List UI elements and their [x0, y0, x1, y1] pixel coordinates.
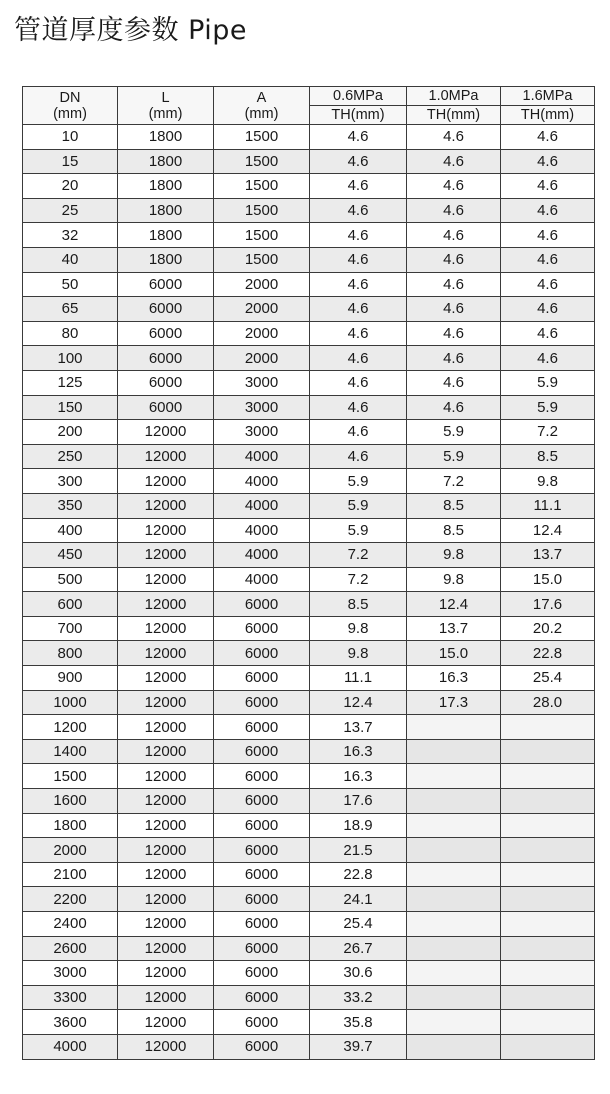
header-pressure-16: 1.6MPa	[501, 87, 595, 106]
cell-th-06: 16.3	[310, 764, 407, 789]
cell-th-10: 9.8	[407, 567, 501, 592]
cell-dn: 1500	[23, 764, 118, 789]
cell-a: 2000	[214, 346, 310, 371]
cell-th-06: 18.9	[310, 813, 407, 838]
cell-th-10: 5.9	[407, 444, 501, 469]
cell-dn: 1800	[23, 813, 118, 838]
cell-dn: 50	[23, 272, 118, 297]
cell-th-16: 4.6	[501, 272, 595, 297]
cell-th-06: 35.8	[310, 1010, 407, 1035]
cell-th-10: 8.5	[407, 518, 501, 543]
cell-a: 1500	[214, 198, 310, 223]
cell-l: 12000	[118, 690, 214, 715]
table-row	[23, 936, 595, 961]
cell-a: 4000	[214, 518, 310, 543]
cell-l: 12000	[118, 469, 214, 494]
cell-a: 6000	[214, 641, 310, 666]
cell-th-16: 8.5	[501, 444, 595, 469]
cell-a: 6000	[214, 936, 310, 961]
cell-th-10	[407, 961, 501, 986]
cell-dn: 300	[23, 469, 118, 494]
cell-th-10: 13.7	[407, 616, 501, 641]
cell-th-10: 16.3	[407, 666, 501, 691]
table-row	[23, 739, 595, 764]
cell-th-06: 4.6	[310, 198, 407, 223]
cell-th-16: 5.9	[501, 395, 595, 420]
cell-dn: 2400	[23, 912, 118, 937]
cell-l: 12000	[118, 936, 214, 961]
table-row	[23, 444, 595, 469]
cell-th-16	[501, 789, 595, 814]
table-row	[23, 223, 595, 248]
cell-dn: 3300	[23, 985, 118, 1010]
cell-th-10	[407, 813, 501, 838]
cell-th-10: 4.6	[407, 321, 501, 346]
cell-th-16	[501, 936, 595, 961]
cell-th-10	[407, 789, 501, 814]
cell-a: 6000	[214, 690, 310, 715]
cell-a: 6000	[214, 789, 310, 814]
table-row	[23, 518, 595, 543]
cell-th-06: 4.6	[310, 370, 407, 395]
cell-l: 1800	[118, 125, 214, 150]
cell-a: 1500	[214, 174, 310, 199]
cell-th-06: 24.1	[310, 887, 407, 912]
cell-a: 1500	[214, 247, 310, 272]
cell-th-06: 5.9	[310, 469, 407, 494]
cell-l: 12000	[118, 838, 214, 863]
cell-dn: 10	[23, 125, 118, 150]
cell-th-16: 15.0	[501, 567, 595, 592]
table-row	[23, 567, 595, 592]
cell-th-16	[501, 1010, 595, 1035]
cell-th-06: 4.6	[310, 149, 407, 174]
table-row	[23, 321, 595, 346]
cell-l: 12000	[118, 420, 214, 445]
cell-l: 12000	[118, 862, 214, 887]
cell-dn: 200	[23, 420, 118, 445]
table-row	[23, 666, 595, 691]
cell-th-06: 4.6	[310, 297, 407, 322]
cell-dn: 32	[23, 223, 118, 248]
cell-th-10	[407, 1010, 501, 1035]
cell-th-06: 26.7	[310, 936, 407, 961]
cell-th-16: 5.9	[501, 370, 595, 395]
cell-a: 6000	[214, 739, 310, 764]
cell-th-16: 4.6	[501, 223, 595, 248]
cell-l: 12000	[118, 739, 214, 764]
cell-dn: 2100	[23, 862, 118, 887]
cell-dn: 700	[23, 616, 118, 641]
cell-th-10: 7.2	[407, 469, 501, 494]
cell-th-06: 4.6	[310, 247, 407, 272]
cell-dn: 1000	[23, 690, 118, 715]
cell-th-16	[501, 862, 595, 887]
cell-dn: 1600	[23, 789, 118, 814]
cell-dn: 600	[23, 592, 118, 617]
cell-th-06: 4.6	[310, 321, 407, 346]
cell-th-10: 17.3	[407, 690, 501, 715]
cell-th-10: 4.6	[407, 125, 501, 150]
cell-a: 1500	[214, 223, 310, 248]
cell-a: 6000	[214, 838, 310, 863]
header-dn-unit: (mm)	[53, 105, 87, 122]
cell-l: 1800	[118, 149, 214, 174]
cell-th-16	[501, 912, 595, 937]
cell-dn: 3600	[23, 1010, 118, 1035]
table-row	[23, 395, 595, 420]
cell-th-06: 4.6	[310, 125, 407, 150]
header-a	[214, 87, 310, 125]
cell-th-16: 20.2	[501, 616, 595, 641]
cell-dn: 100	[23, 346, 118, 371]
cell-l: 12000	[118, 887, 214, 912]
cell-th-16	[501, 887, 595, 912]
cell-dn: 2600	[23, 936, 118, 961]
cell-th-06: 8.5	[310, 592, 407, 617]
cell-a: 1500	[214, 125, 310, 150]
table-row	[23, 149, 595, 174]
table-row	[23, 592, 595, 617]
cell-l: 12000	[118, 715, 214, 740]
cell-l: 12000	[118, 616, 214, 641]
cell-th-10: 12.4	[407, 592, 501, 617]
cell-a: 6000	[214, 666, 310, 691]
cell-th-06: 4.6	[310, 174, 407, 199]
table-row	[23, 912, 595, 937]
header-a-label: A	[256, 89, 267, 106]
cell-th-06: 7.2	[310, 567, 407, 592]
cell-dn: 15	[23, 149, 118, 174]
cell-th-10: 8.5	[407, 493, 501, 518]
cell-th-06: 22.8	[310, 862, 407, 887]
cell-th-06: 25.4	[310, 912, 407, 937]
table-row	[23, 887, 595, 912]
table-row	[23, 641, 595, 666]
cell-th-16: 4.6	[501, 247, 595, 272]
cell-th-16	[501, 838, 595, 863]
cell-a: 6000	[214, 862, 310, 887]
cell-th-10: 4.6	[407, 346, 501, 371]
cell-th-06: 4.6	[310, 395, 407, 420]
cell-l: 6000	[118, 346, 214, 371]
cell-th-16: 12.4	[501, 518, 595, 543]
cell-a: 6000	[214, 592, 310, 617]
cell-th-06: 9.8	[310, 616, 407, 641]
cell-th-10	[407, 1034, 501, 1059]
cell-th-16: 4.6	[501, 125, 595, 150]
table-row	[23, 420, 595, 445]
table-row	[23, 961, 595, 986]
cell-l: 12000	[118, 444, 214, 469]
table-row	[23, 493, 595, 518]
cell-th-06: 33.2	[310, 985, 407, 1010]
header-dn	[23, 87, 118, 125]
cell-a: 6000	[214, 887, 310, 912]
cell-th-06: 11.1	[310, 666, 407, 691]
header-dn-label: DN	[59, 89, 81, 106]
table-row	[23, 838, 595, 863]
cell-l: 12000	[118, 985, 214, 1010]
cell-a: 3000	[214, 370, 310, 395]
cell-dn: 3000	[23, 961, 118, 986]
cell-l: 6000	[118, 272, 214, 297]
table-row	[23, 789, 595, 814]
cell-th-10	[407, 912, 501, 937]
pipe-thickness-table	[22, 86, 595, 1060]
table-row	[23, 616, 595, 641]
table-row	[23, 764, 595, 789]
pipe-thickness-table-container	[22, 86, 594, 1060]
header-th-06: TH(mm)	[310, 106, 407, 125]
cell-dn: 65	[23, 297, 118, 322]
table-row	[23, 247, 595, 272]
cell-a: 4000	[214, 444, 310, 469]
cell-l: 12000	[118, 666, 214, 691]
table-row	[23, 543, 595, 568]
cell-th-10	[407, 715, 501, 740]
cell-th-16	[501, 1034, 595, 1059]
cell-th-10: 4.6	[407, 149, 501, 174]
cell-th-10: 4.6	[407, 297, 501, 322]
cell-dn: 400	[23, 518, 118, 543]
cell-dn: 450	[23, 543, 118, 568]
cell-a: 6000	[214, 985, 310, 1010]
cell-l: 12000	[118, 789, 214, 814]
cell-th-06: 9.8	[310, 641, 407, 666]
cell-th-16	[501, 961, 595, 986]
cell-dn: 800	[23, 641, 118, 666]
cell-dn: 150	[23, 395, 118, 420]
cell-th-06: 4.6	[310, 420, 407, 445]
cell-a: 6000	[214, 961, 310, 986]
cell-th-16	[501, 764, 595, 789]
cell-a: 4000	[214, 567, 310, 592]
cell-th-10	[407, 739, 501, 764]
cell-th-10: 9.8	[407, 543, 501, 568]
cell-a: 6000	[214, 764, 310, 789]
cell-th-06: 16.3	[310, 739, 407, 764]
cell-th-06: 4.6	[310, 223, 407, 248]
cell-th-16: 9.8	[501, 469, 595, 494]
cell-a: 4000	[214, 493, 310, 518]
header-pressure-10: 1.0MPa	[407, 87, 501, 106]
cell-l: 6000	[118, 395, 214, 420]
cell-l: 12000	[118, 543, 214, 568]
cell-th-16: 4.6	[501, 297, 595, 322]
cell-l: 12000	[118, 813, 214, 838]
table-row	[23, 1034, 595, 1059]
cell-a: 6000	[214, 813, 310, 838]
table-row	[23, 715, 595, 740]
cell-a: 3000	[214, 420, 310, 445]
cell-th-16: 4.6	[501, 321, 595, 346]
table-row	[23, 690, 595, 715]
cell-l: 12000	[118, 1010, 214, 1035]
cell-th-16: 17.6	[501, 592, 595, 617]
cell-th-10: 5.9	[407, 420, 501, 445]
cell-th-10: 4.6	[407, 370, 501, 395]
cell-th-10	[407, 838, 501, 863]
cell-th-10: 15.0	[407, 641, 501, 666]
cell-a: 6000	[214, 616, 310, 641]
cell-th-16: 7.2	[501, 420, 595, 445]
cell-l: 1800	[118, 198, 214, 223]
table-row	[23, 469, 595, 494]
cell-dn: 2200	[23, 887, 118, 912]
cell-l: 12000	[118, 912, 214, 937]
cell-th-16	[501, 715, 595, 740]
cell-a: 6000	[214, 715, 310, 740]
cell-a: 4000	[214, 543, 310, 568]
cell-a: 3000	[214, 395, 310, 420]
table-row	[23, 862, 595, 887]
cell-dn: 1200	[23, 715, 118, 740]
header-a-unit: (mm)	[244, 105, 279, 122]
cell-th-10	[407, 936, 501, 961]
table-row	[23, 174, 595, 199]
cell-a: 6000	[214, 912, 310, 937]
cell-l: 6000	[118, 297, 214, 322]
cell-th-06: 4.6	[310, 272, 407, 297]
cell-th-16: 13.7	[501, 543, 595, 568]
cell-th-10: 4.6	[407, 247, 501, 272]
cell-a: 2000	[214, 297, 310, 322]
cell-th-16: 4.6	[501, 346, 595, 371]
cell-l: 12000	[118, 592, 214, 617]
cell-th-06: 5.9	[310, 518, 407, 543]
table-row	[23, 370, 595, 395]
cell-th-10: 4.6	[407, 223, 501, 248]
table-row	[23, 346, 595, 371]
cell-th-06: 39.7	[310, 1034, 407, 1059]
cell-th-16	[501, 739, 595, 764]
cell-dn: 1400	[23, 739, 118, 764]
cell-dn: 900	[23, 666, 118, 691]
cell-l: 1800	[118, 223, 214, 248]
cell-a: 4000	[214, 469, 310, 494]
table-header	[23, 87, 595, 125]
cell-l: 6000	[118, 321, 214, 346]
table-row	[23, 198, 595, 223]
cell-l: 12000	[118, 493, 214, 518]
table-body	[23, 125, 595, 1060]
table-row	[23, 125, 595, 150]
cell-th-10: 4.6	[407, 174, 501, 199]
cell-th-16: 25.4	[501, 666, 595, 691]
cell-dn: 2000	[23, 838, 118, 863]
header-pressure-06: 0.6MPa	[310, 87, 407, 106]
cell-l: 1800	[118, 174, 214, 199]
header-th-10: TH(mm)	[407, 106, 501, 125]
cell-dn: 40	[23, 247, 118, 272]
cell-th-06: 4.6	[310, 444, 407, 469]
cell-th-06: 12.4	[310, 690, 407, 715]
cell-l: 12000	[118, 567, 214, 592]
cell-l: 12000	[118, 961, 214, 986]
cell-th-10	[407, 985, 501, 1010]
cell-th-06: 21.5	[310, 838, 407, 863]
cell-dn: 500	[23, 567, 118, 592]
cell-a: 1500	[214, 149, 310, 174]
cell-dn: 80	[23, 321, 118, 346]
cell-l: 12000	[118, 764, 214, 789]
cell-th-16: 22.8	[501, 641, 595, 666]
cell-th-06: 7.2	[310, 543, 407, 568]
cell-th-06: 13.7	[310, 715, 407, 740]
table-row	[23, 985, 595, 1010]
cell-a: 2000	[214, 321, 310, 346]
cell-dn: 125	[23, 370, 118, 395]
cell-th-10	[407, 887, 501, 912]
header-th-16: TH(mm)	[501, 106, 595, 125]
cell-dn: 4000	[23, 1034, 118, 1059]
cell-a: 6000	[214, 1034, 310, 1059]
cell-th-16: 4.6	[501, 149, 595, 174]
cell-l: 12000	[118, 1034, 214, 1059]
cell-l: 12000	[118, 641, 214, 666]
table-row	[23, 297, 595, 322]
cell-th-10	[407, 764, 501, 789]
cell-th-16: 4.6	[501, 198, 595, 223]
cell-th-10: 4.6	[407, 272, 501, 297]
cell-th-10: 4.6	[407, 198, 501, 223]
cell-th-16: 11.1	[501, 493, 595, 518]
cell-th-10	[407, 862, 501, 887]
cell-th-10: 4.6	[407, 395, 501, 420]
cell-a: 6000	[214, 1010, 310, 1035]
cell-l: 6000	[118, 370, 214, 395]
cell-a: 2000	[214, 272, 310, 297]
cell-th-06: 30.6	[310, 961, 407, 986]
cell-th-16	[501, 813, 595, 838]
header-l	[118, 87, 214, 125]
cell-dn: 25	[23, 198, 118, 223]
cell-th-06: 5.9	[310, 493, 407, 518]
cell-th-06: 17.6	[310, 789, 407, 814]
header-l-unit: (mm)	[148, 105, 183, 122]
table-row	[23, 813, 595, 838]
table-row	[23, 272, 595, 297]
cell-l: 1800	[118, 247, 214, 272]
cell-dn: 350	[23, 493, 118, 518]
cell-th-16	[501, 985, 595, 1010]
header-l-label: L	[161, 89, 170, 106]
cell-dn: 250	[23, 444, 118, 469]
cell-th-16: 28.0	[501, 690, 595, 715]
cell-dn: 20	[23, 174, 118, 199]
cell-th-06: 4.6	[310, 346, 407, 371]
page-title: 管道厚度参数 Pipe	[14, 15, 248, 46]
cell-l: 12000	[118, 518, 214, 543]
table-row	[23, 1010, 595, 1035]
cell-th-16: 4.6	[501, 174, 595, 199]
